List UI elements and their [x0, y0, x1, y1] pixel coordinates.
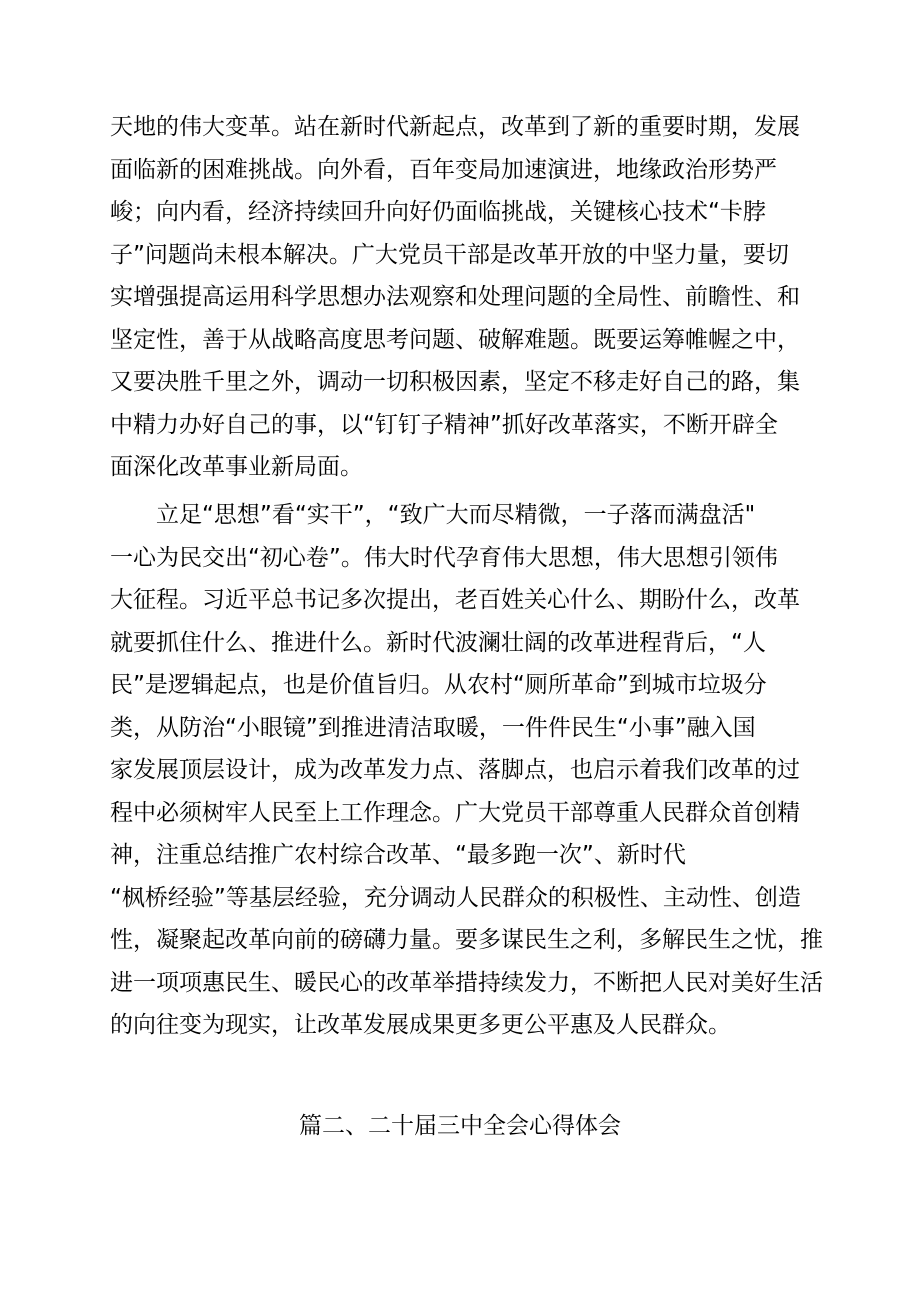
- text-line: 面临新的困难挑战。向外看，百年变局加速演进，地缘政治形势严: [110, 156, 777, 183]
- text-line: 一心为民交出“初心卷”。伟大时代孕育伟大思想，伟大思想引领伟: [110, 544, 778, 571]
- text-line: 家发展顶层设计，成为改革发力点、落脚点，也启示着我们改革的过: [110, 757, 800, 783]
- text-line: 进一项项惠民生、暖民心的改革举措持续发力，不断把人民对美好生活: [110, 969, 823, 996]
- text-line: 民”是逻辑起点，也是价值旨归。从农村“厕所革命”到城市垃圾分: [110, 672, 767, 698]
- text-line: 就要抓住什么、推进什么。新时代波澜壮阔的改革进程背后，“人: [110, 629, 766, 656]
- paragraph-2: [110, 494, 823, 1047]
- text-line: 的向往变为现实，让改革发展成果更多更公平惠及人民群众。: [110, 1012, 731, 1038]
- text-line: 面深化改革事业新局面。: [110, 454, 363, 480]
- text-line: 程中必须树牢人民至上工作理念。广大党员干部尊重人民群众首创精: [110, 799, 800, 826]
- text-line: 性，凝聚起改革向前的磅礴力量。要多谋民生之利，多解民生之忧，推: [110, 927, 823, 953]
- text-line: 子”问题尚未根本解决。广大党员干部是改革开放的中坚力量，要切: [110, 241, 789, 268]
- text-line: 类，从防治“小眼镜”到推进清洁取暖，一件件民生“小事”融入国: [110, 714, 756, 741]
- text-line: 峻；向内看，经济持续回升向好仍面临挑战，关键核心技术“卡脖: [110, 199, 766, 225]
- text-line: 坚定性，善于从战略高度思考问题、破解难题。既要运筹帷幄之中，: [110, 326, 800, 353]
- text-line: 天地的伟大变革。站在新时代新起点，改革到了新的重要时期，发展: [110, 114, 800, 140]
- text-line: 实增强提高运用科学思想办法观察和处理问题的全局性、前瞻性、和: [110, 284, 800, 310]
- text-line: 神，注重总结推广农村综合改革、“最多跑一次”、新时代: [110, 842, 686, 868]
- text-line: 立足“思想”看“实干”，“致广大而尽精微，一子落而满盘活": [110, 502, 756, 528]
- section-heading: 篇二、二十届三中全会心得体会: [299, 1113, 621, 1139]
- text-line: 大征程。习近平总书记多次提出，老百姓关心什么、期盼什么，改革: [110, 587, 800, 613]
- text-line: “枫桥经验”等基层经验，充分调动人民群众的积极性、主动性、创造: [110, 884, 801, 911]
- text-line: 又要决胜千里之外，调动一切积极因素，坚定不移走好自己的路，集: [110, 369, 800, 395]
- text-line: 中精力办好自己的事，以“钉钉子精神”抓好改革落实，不断开辟全: [110, 411, 778, 438]
- paragraph-1: [110, 106, 810, 489]
